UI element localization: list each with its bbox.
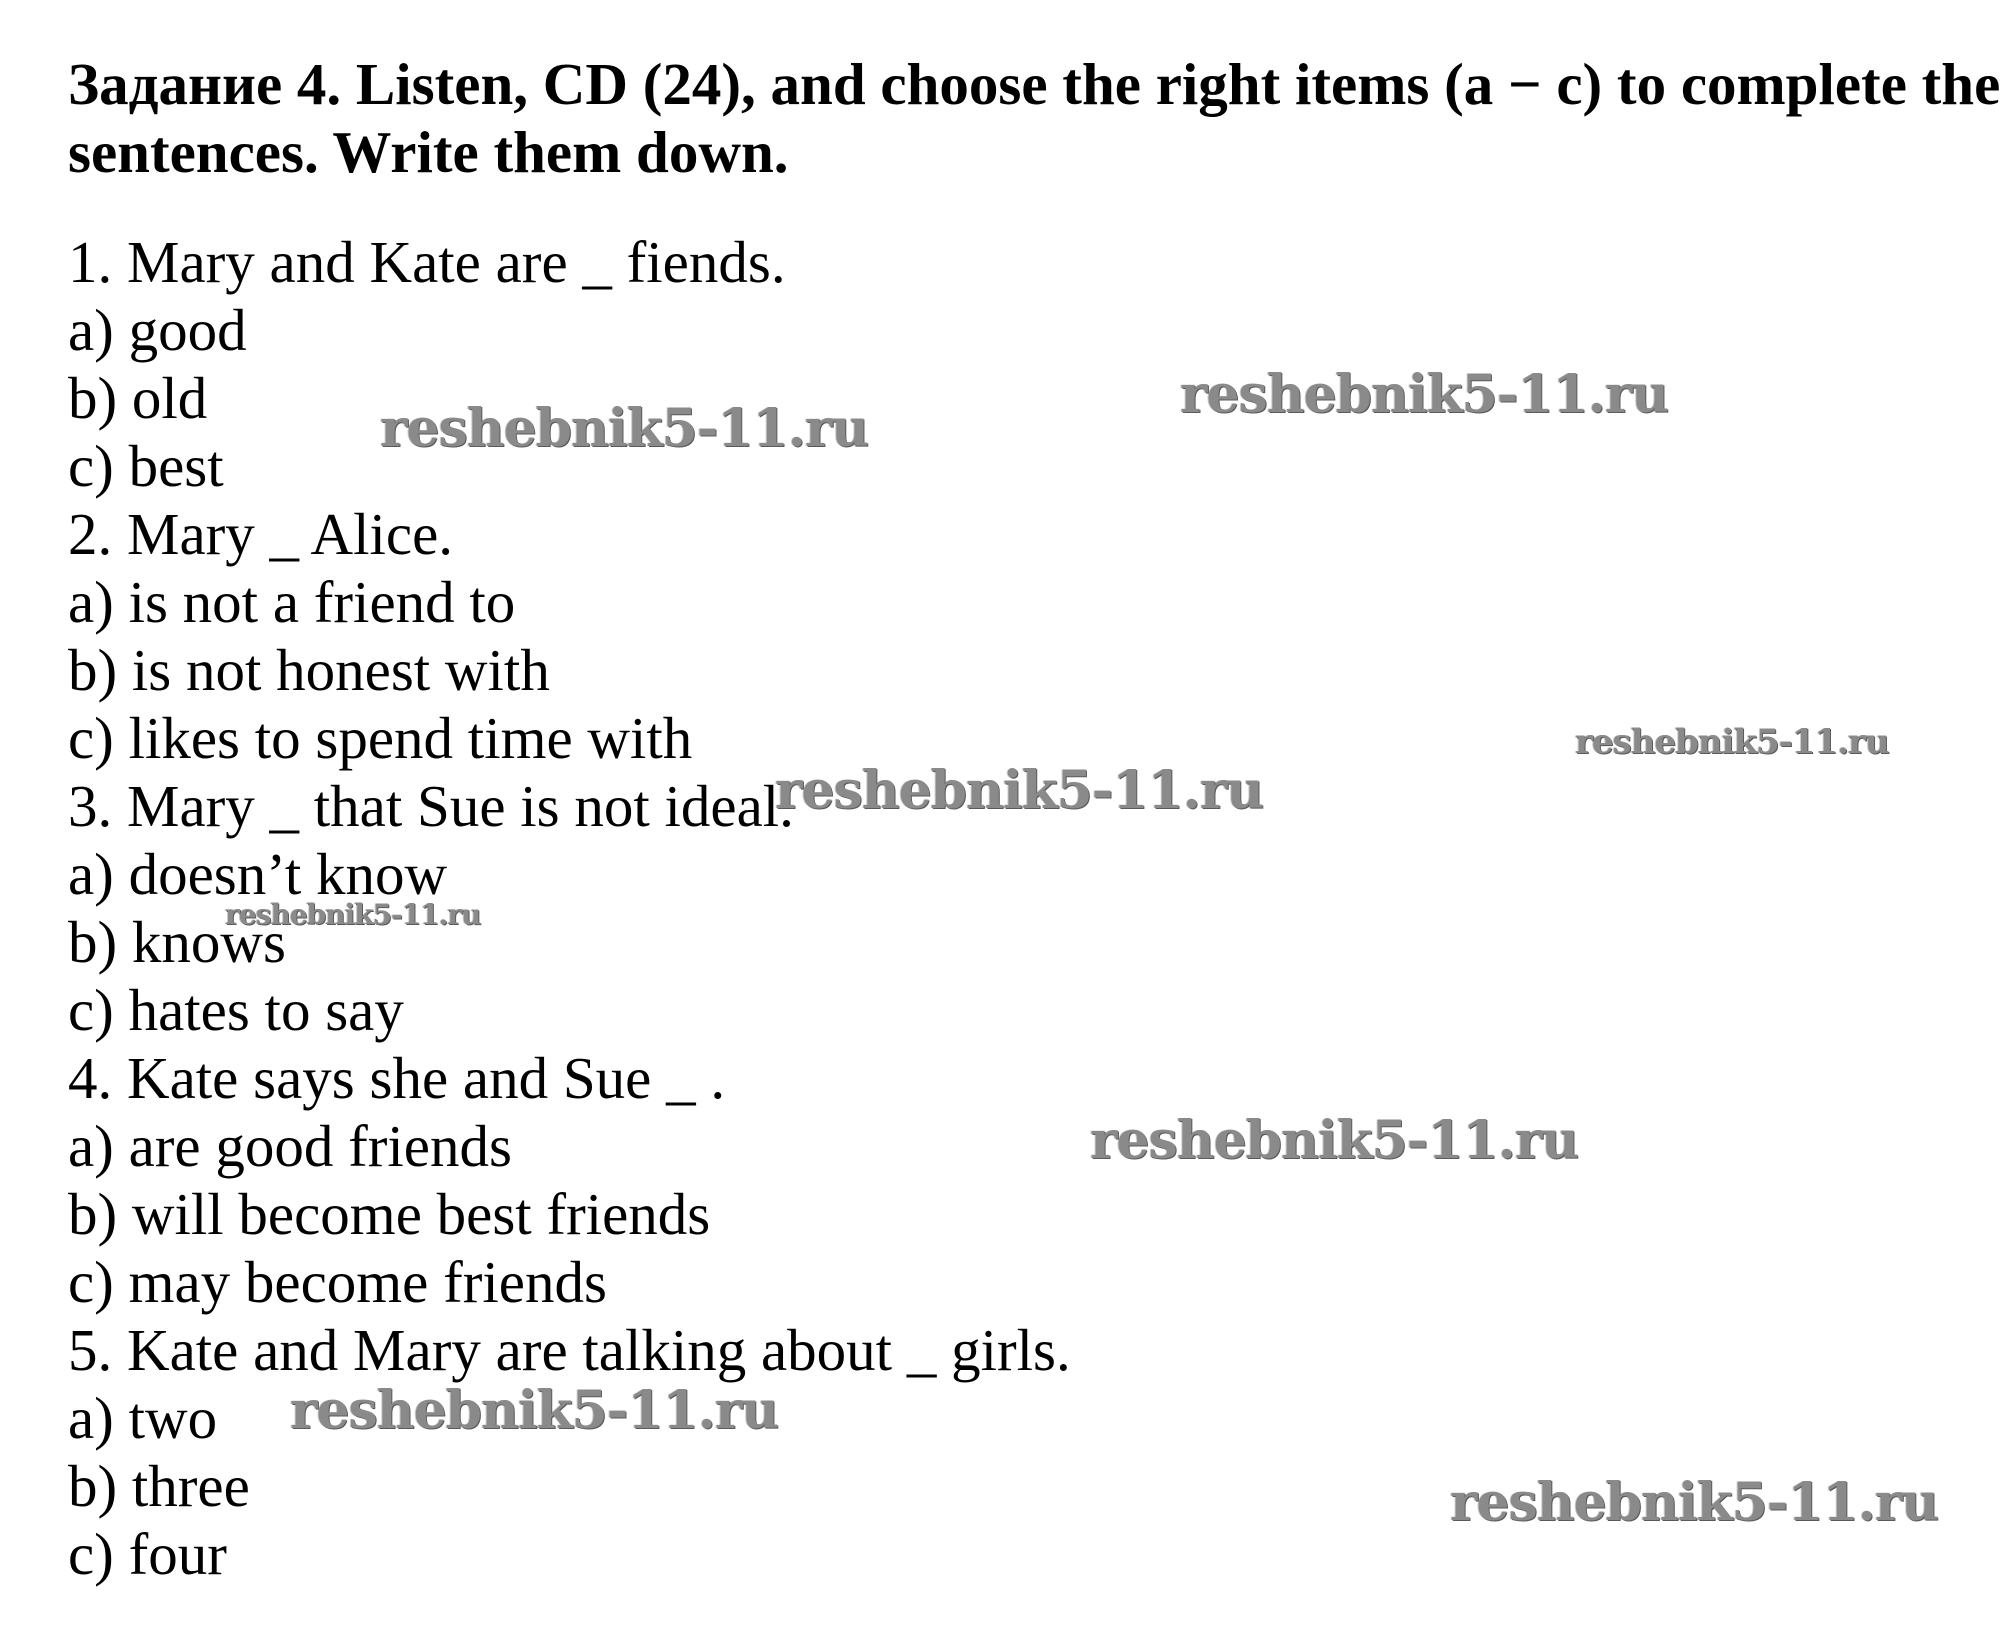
watermark: reshebnik5-11.ru bbox=[1090, 1110, 1579, 1171]
option-5a: a) two bbox=[68, 1385, 218, 1451]
watermark: reshebnik5-11.ru bbox=[380, 398, 869, 459]
watermark: reshebnik5-11.ru bbox=[225, 898, 481, 931]
task-heading-line-2: sentences. Write them down. bbox=[68, 119, 789, 185]
task-heading-line-1: Задание 4. Listen, CD (24), and choose the right items (a − c) to complete the bbox=[68, 51, 2001, 117]
option-3c: c) hates to say bbox=[68, 977, 404, 1043]
watermark: reshebnik5-11.ru bbox=[1180, 364, 1669, 425]
option-3a: a) doesn’t know bbox=[68, 841, 448, 907]
option-2b: b) is not honest with bbox=[68, 637, 550, 703]
option-5c: c) four bbox=[68, 1521, 227, 1587]
option-3b: b) knows bbox=[68, 909, 286, 975]
option-1a: a) good bbox=[68, 297, 247, 363]
option-2a: a) is not a friend to bbox=[68, 569, 516, 635]
watermark: reshebnik5-11.ru bbox=[290, 1380, 779, 1441]
question-3: 3. Mary _ that Sue is not ideal. bbox=[68, 773, 794, 839]
option-1c: c) best bbox=[68, 433, 224, 499]
option-4a: a) are good friends bbox=[68, 1113, 512, 1179]
question-4: 4. Kate says she and Sue _ . bbox=[68, 1045, 726, 1111]
question-5: 5. Kate and Mary are talking about _ girls. bbox=[68, 1317, 1071, 1383]
question-2: 2. Mary _ Alice. bbox=[68, 501, 454, 567]
watermark: reshebnik5-11.ru bbox=[775, 760, 1264, 821]
option-5b: b) three bbox=[68, 1453, 250, 1519]
option-1b: b) old bbox=[68, 365, 208, 431]
option-4b: b) will become best friends bbox=[68, 1181, 711, 1247]
option-2c: c) likes to spend time with bbox=[68, 705, 693, 771]
task-heading bbox=[68, 50, 2003, 186]
watermark: reshebnik5-11.ru bbox=[1450, 1472, 1939, 1533]
watermark: reshebnik5-11.ru bbox=[1575, 722, 1889, 762]
option-4c: c) may become friends bbox=[68, 1249, 607, 1315]
question-1: 1. Mary and Kate are _ fiends. bbox=[68, 229, 786, 295]
